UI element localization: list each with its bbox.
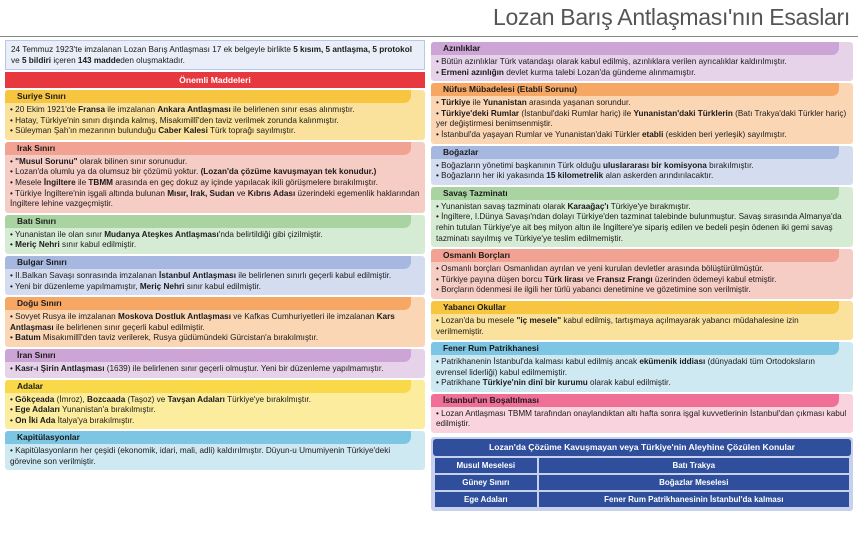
bullet-item <box>10 105 420 116</box>
bold-text: Kıbrıs Adası <box>247 188 296 198</box>
section-box <box>431 394 853 433</box>
bold-text: 15 kilometrelik <box>546 171 604 181</box>
bold-text: Türk lirası <box>544 274 584 284</box>
section-box <box>431 342 853 392</box>
section-box <box>5 256 425 295</box>
text-run: ve <box>234 188 248 198</box>
bold-text: Batum <box>15 333 41 343</box>
section-body <box>5 103 425 140</box>
right-column <box>431 40 853 511</box>
section-title: Bulgar Sınırı <box>5 256 411 269</box>
text-run: İtalya'ya bırakılmıştır. <box>55 415 135 425</box>
bold-text: Kars Antlaşması <box>10 312 395 332</box>
text-run: (İstanbul'daki Rumlar hariç) ile <box>519 108 634 118</box>
section-title: Batı Sınırı <box>5 215 411 228</box>
bold-text: Gökçeada <box>15 394 55 404</box>
bold-text: TBMM <box>88 177 113 187</box>
text-run: • Lozan'da olumlu ya da olumsuz bir çözümü yoktur. <box>10 167 201 177</box>
bullet-item <box>10 364 420 375</box>
text-run: ile belirlenen sınır esas alınmıştır. <box>230 105 355 114</box>
bold-text: Karaağaç'ı <box>567 201 609 211</box>
intro-highlight: 143 madde <box>77 56 121 65</box>
text-run: (1639) ile belirlenen sınır geçerli olmuştur. Yeni bir düzenleme yapılmamıştır. <box>104 363 384 373</box>
text-run: • Sovyet Rusya ile imzalanan <box>10 312 118 322</box>
unresolved-cell: Güney Sınırı <box>435 475 537 490</box>
section-box <box>5 380 425 430</box>
bold-text: (Lozan'da çözüme kavuşmayan tek konudur.) <box>200 167 377 177</box>
title-rule <box>0 36 858 37</box>
section-box <box>5 297 425 347</box>
text-run: Türk toprağı sayılmıştır. <box>207 126 296 136</box>
bold-text: Bozcaada <box>87 394 126 404</box>
text-run: • Osmanlı borçları Osmanlıdan ayrılan ve yeni kurulan devletler arasında bölüştürülmüştür. <box>436 264 764 274</box>
bold-text: Moskova Dostluk Antlaşması <box>118 312 231 322</box>
section-box <box>5 215 425 254</box>
text-run: sınır kabul edilmiştir. <box>59 240 137 250</box>
bullet-item <box>10 230 420 241</box>
text-run: • 20 Ekim 1921'de <box>10 105 79 114</box>
text-run: • <box>10 405 16 415</box>
text-run: • <box>10 333 16 343</box>
bullet-item <box>436 98 848 109</box>
text-run: • Yunanistan ile olan sınır <box>10 229 105 239</box>
text-run: • <box>436 67 442 77</box>
bullet-item <box>436 264 848 275</box>
bullet-item <box>436 109 848 130</box>
unresolved-cell: Batı Trakya <box>539 458 849 473</box>
bold-text: Yunanistan <box>483 98 527 108</box>
text-run: 'nda belirtildiği gibi çizilmiştir. <box>218 229 323 239</box>
text-run: • Türkiye payına düşen borcu <box>436 274 545 284</box>
text-run: arasında yaşanan sorundur. <box>526 98 631 108</box>
bullet-item <box>10 240 420 251</box>
text-run: • <box>10 394 16 404</box>
text-run: • <box>436 108 442 118</box>
section-title: Kapitülasyonlar <box>5 431 411 444</box>
bold-text: Meriç Nehri <box>15 240 60 250</box>
text-run: • Bütün azınlıklar Türk vatandaşı olarak kabul edilmiş, azınlıklara verilen ayrıcalıklar kaldırılmıştır. <box>436 57 787 66</box>
text-run: Türkiye'ye bırakmıştır. <box>608 201 691 211</box>
section-box <box>431 146 853 185</box>
bold-text: Tavşan Adaları <box>167 394 225 404</box>
unresolved-cell: Boğazlar Meselesi <box>539 475 849 490</box>
text-run: üzerinden ödemeyi kabul etmiştir. <box>652 274 777 284</box>
section-body <box>431 314 853 340</box>
text-run: ve Kafkas Cumhuriyetleri ile imzalanan <box>231 312 377 322</box>
text-run: • Mesele <box>10 177 44 187</box>
bold-text: Ankara Antlaşması <box>157 105 231 114</box>
section-title: Suriye Sınırı <box>5 90 411 103</box>
text-run: • <box>436 98 442 108</box>
bullet-item <box>10 312 420 333</box>
text-run: • Yunanistan savaş tazminatı olarak <box>436 201 568 211</box>
bullet-item <box>436 130 848 141</box>
text-run: ile belirlenen sınır geçerli kabul edilmiştir. <box>53 322 205 332</box>
section-body <box>431 407 853 433</box>
bold-text: "iç mesele" <box>516 315 562 325</box>
section-title: Yabancı Okullar <box>431 301 839 314</box>
text-run: (Batı Trakya'daki Türkler hariç) yer değiştirmesi benimsenmiştir. <box>436 108 847 129</box>
text-run: bırakılmıştır. <box>706 160 754 170</box>
bold-text: İngiltere <box>43 177 76 187</box>
section-body <box>5 444 425 470</box>
section-body <box>5 310 425 347</box>
text-run: olarak kabul edilmiştir. <box>587 378 671 388</box>
section-box <box>5 142 425 213</box>
text-run: arasında en geç dokuz ay içinde yapılacak ikili görüşmelere bırakılmıştır. <box>112 177 378 187</box>
section-title: Irak Sınırı <box>5 142 411 155</box>
unresolved-cell: Musul Meselesi <box>435 458 537 473</box>
bold-text: Türkiye <box>441 98 471 108</box>
bold-text: Fransız Frangı <box>596 274 653 284</box>
text-run: • İstanbul'da yaşayan Rumlar ve Yunanistan'daki Türkler <box>436 129 642 139</box>
text-run: (dünyadaki tüm Ortodoksların evrensel liderliği) kabul edilmemiştir. <box>436 357 815 377</box>
text-run: sınır kabul edilmiştir. <box>184 281 261 291</box>
section-body <box>5 362 425 378</box>
section-title: Fener Rum Patrikhanesi <box>431 342 839 355</box>
text-run: ve <box>583 274 597 284</box>
section-box <box>431 42 853 81</box>
intro-text: 24 Temmuz 1923'te imzalanan Lozan Barış Antlaşması 17 ek belgeyle birlikte <box>11 45 294 54</box>
bullet-item <box>10 446 420 467</box>
bullet-item <box>436 202 848 213</box>
text-run: • Süleyman Şah'ın mezarının bulunduğu <box>10 126 159 136</box>
section-body <box>431 96 853 143</box>
section-title: Osmanlı Borçları <box>431 249 839 262</box>
text-run: (eskiden beri yerleşik) sayılmıştır. <box>663 129 787 139</box>
unresolved-panel <box>431 437 853 511</box>
text-run: ile <box>470 98 484 108</box>
bold-text: Meriç Nehri <box>139 281 185 291</box>
bullet-item <box>436 378 848 389</box>
section-body <box>5 269 425 295</box>
bullet-item <box>10 282 420 293</box>
section-title: Azınlıklar <box>431 42 839 55</box>
section-heading-important: Önemli Maddeleri <box>5 72 425 88</box>
bullet-item <box>10 333 420 344</box>
text-run: ile imzalanan <box>105 105 158 114</box>
bold-text: Ege Adaları <box>15 405 60 415</box>
intro-text: ve <box>11 56 22 65</box>
section-box <box>431 249 853 299</box>
text-run: Yunanistan'a bırakılmıştır. <box>59 405 156 415</box>
bullet-item <box>436 316 848 337</box>
text-run: • Lozan Antlaşması TBMM tarafından onaylandıktan altı hafta sonra işgal kuvvetlerinin İstanbul'dan çıkması kabul edilmiştir. <box>436 408 847 429</box>
text-run: • Türkiye İngiltere'nin işgali altında bulunan <box>10 188 168 198</box>
bullet-item <box>10 167 420 178</box>
bullet-item <box>10 116 420 127</box>
text-run: (İmroz), <box>54 394 88 404</box>
bold-text: Türkiye'deki Rumlar <box>441 108 520 118</box>
bold-text: "Musul Sorunu" <box>15 156 78 166</box>
page-title: Lozan Barış Antlaşması'nın Esasları <box>493 4 850 30</box>
text-run: • İngiltere, I.Dünya Savaşı'ndan dolayı Türkiye'den tazminat talebinde bulunmuştur. Savaş sırasında Almanya'da rehin tutulan Türkiye'ye ait beş milyon altın ile İngiltere'ye sipariş edilen ve bedeli peşin ödenen iki gemi savaş tazminatı sayılmış ve Türkiye'ye teslim edilmemiştir. <box>436 212 842 243</box>
text-run: • <box>10 415 16 425</box>
bullet-item <box>10 126 420 137</box>
text-run: üzerindeki egemenlik haklarından İngiltere lehine vazgeçmiştir. <box>10 188 420 209</box>
bold-text: Kasr-ı Şirin Antlaşması <box>15 363 105 373</box>
unresolved-title: Lozan'da Çözüme Kavuşmayan veya Türkiye'nin Aleyhine Çözülen Konular <box>433 439 851 456</box>
section-body <box>431 159 853 185</box>
unresolved-cell: Ege Adaları <box>435 492 537 507</box>
section-body <box>431 55 853 81</box>
bullet-item <box>436 285 848 296</box>
text-run: alan askerden arındırılacaktır. <box>603 171 714 181</box>
section-title: Boğazlar <box>431 146 839 159</box>
bold-text: Ermeni azınlığın <box>441 67 504 77</box>
bullet-item <box>10 157 420 168</box>
bold-text: Fransa <box>78 105 106 114</box>
section-title: İstanbul'un Boşaltılması <box>431 394 839 407</box>
intro-highlight: 5 kısım, 5 antlaşma, 5 protokol <box>293 45 412 54</box>
text-run: • Boğazların yönetimi başkanının Türk olduğu <box>436 160 604 170</box>
bold-text: etabli <box>641 129 664 139</box>
intro-text: den oluşmaktadır. <box>120 56 185 65</box>
bullet-item <box>10 395 420 406</box>
text-run: Misakımillî'den taviz verilerek, Rusya güdümündeki Gürcistan'a bırakılmıştır. <box>40 333 319 343</box>
section-body <box>5 155 425 213</box>
bullet-item <box>10 405 420 416</box>
bullet-item <box>436 212 848 244</box>
bold-text: Caber Kalesi <box>158 126 208 136</box>
text-run: olarak bilinen sınır sorunudur. <box>77 156 188 166</box>
text-run: • Patrikhane <box>436 378 483 388</box>
section-title: Savaş Tazminatı <box>431 187 839 200</box>
text-run: • Patrikhanenin İstanbul'da kalması kabul edilmiş ancak <box>436 357 640 367</box>
section-body <box>5 228 425 254</box>
bullet-item <box>436 357 848 378</box>
bullet-item <box>436 161 848 172</box>
bold-text: On İki Ada <box>15 415 56 425</box>
section-title: İran Sınırı <box>5 349 411 362</box>
bold-text: ekümenik iddiası <box>639 357 706 367</box>
text-run: (Taşoz) ve <box>125 394 168 404</box>
text-run: devlet kurma talebi Lozan'da gündeme alınmamıştır. <box>503 67 696 77</box>
bullet-item <box>10 416 420 427</box>
bold-text: Yunanistan'daki Türklerin <box>633 108 733 118</box>
text-run: • Kapitülasyonların her çeşidi (ekonomik, idari, mali, adli) kaldırılmıştır. Düyun-u Umumiyenin Türkiye'deki görevine son verilmiştir. <box>10 446 391 466</box>
bullet-item <box>436 409 848 430</box>
bold-text: Mısır, Irak, Sudan <box>167 188 235 198</box>
bold-text: Mudanya Ateşkes Antlaşması <box>104 229 219 239</box>
unresolved-cell: Fener Rum Patrikhanesinin İstanbul'da kalması <box>539 492 849 507</box>
bold-text: Türkiye'nin dinî bir kurumu <box>482 378 588 388</box>
section-box <box>5 90 425 140</box>
text-run: ile <box>75 177 89 187</box>
text-run: • II.Balkan Savaşı sonrasında imzalanan <box>10 270 159 280</box>
text-run: • <box>10 156 16 166</box>
section-box <box>431 301 853 340</box>
left-column <box>5 40 425 470</box>
bullet-item <box>10 271 420 282</box>
text-run: ile belirlenen sınırlı geçerli kabul edilmiştir. <box>236 270 392 280</box>
text-run: • Lozan'da bu mesele <box>436 315 517 325</box>
section-title: Adalar <box>5 380 411 393</box>
text-run: • Yeni bir düzenleme yapılmamıştır, <box>10 281 140 291</box>
text-run: • <box>10 240 16 250</box>
intro-text: içeren <box>51 56 78 65</box>
unresolved-table <box>433 456 851 509</box>
text-run: • <box>10 363 16 373</box>
bullet-item <box>10 178 420 189</box>
bullet-item <box>10 189 420 210</box>
text-run: Türkiye'ye bırakılmıştır. <box>224 394 311 404</box>
section-body <box>431 355 853 392</box>
bullet-item <box>436 57 848 68</box>
bullet-item <box>436 68 848 79</box>
section-box <box>431 83 853 143</box>
text-run: • Borçların ödenmesi ile ilgili her türlü yabancı denetimine ve gözetimine son verilmiştir. <box>436 285 751 295</box>
intro-box <box>5 40 425 70</box>
section-body <box>431 200 853 247</box>
text-run: • Hatay, Türkiye'nin sınırı dışında kalmış, Misakımillî'den taviz verilmek zorunda kalınmıştır. <box>10 115 339 125</box>
section-box <box>5 431 425 470</box>
section-title: Nüfus Mübadelesi (Etabli Sorunu) <box>431 83 839 96</box>
section-title: Doğu Sınırı <box>5 297 411 310</box>
bullet-item <box>436 275 848 286</box>
bullet-item <box>436 171 848 182</box>
text-run: • Boğazların her iki yakasında <box>436 171 547 181</box>
section-body <box>5 393 425 430</box>
intro-highlight: 5 bildiri <box>21 56 52 65</box>
bold-text: uluslararası bir komisyona <box>603 160 707 170</box>
bold-text: İstanbul Antlaşması <box>158 270 237 280</box>
section-body <box>431 262 853 299</box>
section-box <box>5 349 425 378</box>
section-box <box>431 187 853 247</box>
text-run: kabul edilmiş, tartışmaya açılmayarak yabancı müdahalesine izin verilmemiştir. <box>436 315 799 336</box>
